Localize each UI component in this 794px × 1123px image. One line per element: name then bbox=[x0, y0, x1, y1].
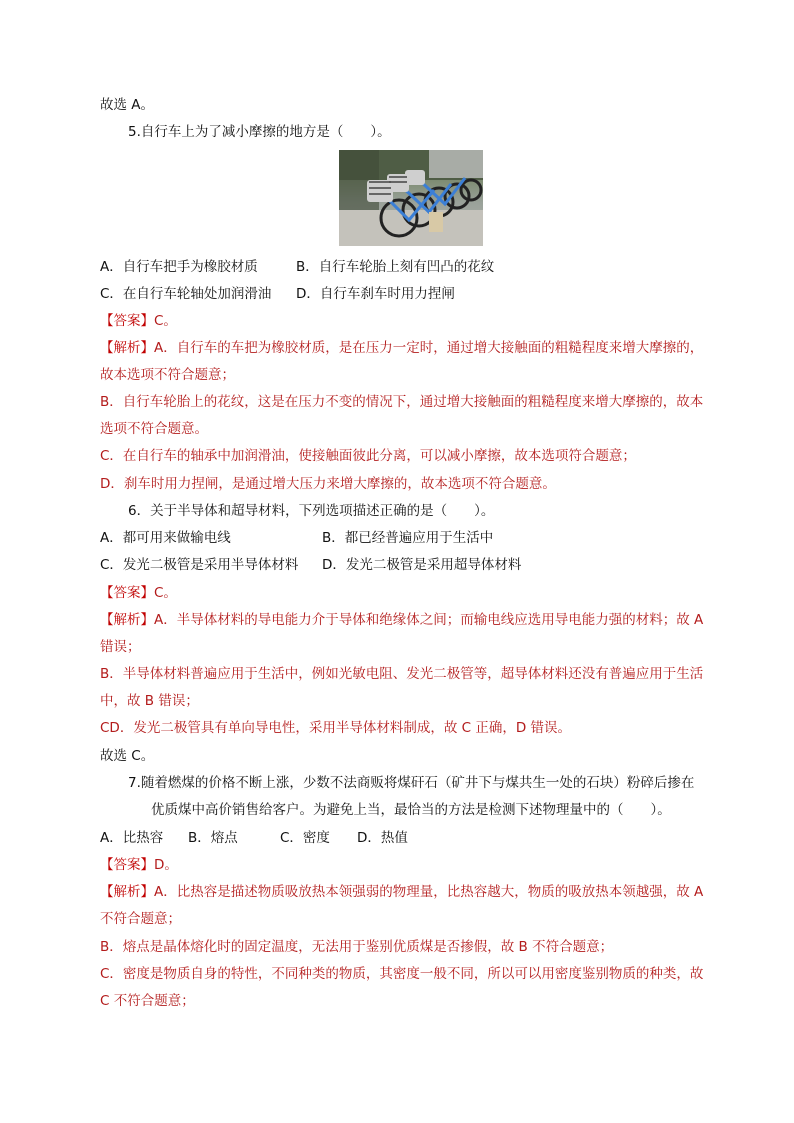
q6-option-c: C．发光二极管是采用半导体材料 bbox=[100, 557, 299, 573]
q7-explanation-5: C 不符合题意； bbox=[100, 993, 195, 1009]
q7-option-a: A．比热容 bbox=[100, 830, 164, 846]
q7-explanation-4: C．密度是物质自身的特性，不同种类的物质，其密度一般不同，所以可以用密度鉴别物质的种类，故 bbox=[100, 966, 704, 982]
q6-explanation-4: 中，故 B 错误； bbox=[100, 693, 199, 709]
q5-explanation-3: B．自行车轮胎上的花纹，这是在压力不变的情况下，通过增大接触面的粗糙程度来增大摩擦的，故本 bbox=[100, 394, 704, 410]
q6-option-a: A．都可用来做输电线 bbox=[100, 530, 231, 546]
q5-option-b: B．自行车轮胎上刻有凹凸的花纹 bbox=[296, 259, 495, 275]
q6-explanation-2: 错误； bbox=[100, 639, 141, 655]
q7-option-d: D．热值 bbox=[357, 830, 408, 846]
answer-value: C。 bbox=[154, 585, 177, 601]
answer-value: C。 bbox=[154, 313, 177, 329]
question-6: 6．关于半导体和超导材料，下列选项描述正确的是（ ）。 bbox=[128, 503, 495, 519]
q5-answer bbox=[100, 312, 177, 330]
q6-option-d: D．发光二极管是采用超导体材料 bbox=[322, 557, 522, 573]
question-7-line-2: 优质煤中高价销售给客户。为避免上当，最恰当的方法是检测下述物理量中的（ ）。 bbox=[151, 802, 671, 818]
explanation-text: A．自行车的车把为橡胶材质，是在压力一定时，通过增大接触面的粗糙程度来增大摩擦的， bbox=[154, 340, 704, 356]
q7-explanation-1 bbox=[100, 883, 703, 901]
q5-explanation-2: 故本选项不符合题意； bbox=[100, 367, 235, 383]
q7-explanation-3: B．熔点是晶体熔化时的固定温度，无法用于鉴别优质煤是否掺假，故 B 不符合题意； bbox=[100, 939, 614, 955]
q5-explanation-6: D．刹车时用力捏闸，是通过增大压力来增大摩擦的，故本选项不符合题意。 bbox=[100, 476, 556, 492]
answer-tag: 【答案】 bbox=[100, 857, 154, 873]
q5-option-c: C．在自行车轮轴处加润滑油 bbox=[100, 286, 272, 302]
q6-option-b: B．都已经普遍应用于生活中 bbox=[322, 530, 494, 546]
explanation-tag: 【解析】 bbox=[100, 612, 154, 628]
answer-tag: 【答案】 bbox=[100, 585, 154, 601]
explanation-text: A．半导体材料的导电能力介于导体和绝缘体之间；而输电线应选用导电能力强的材料；故 A bbox=[154, 612, 704, 628]
q5-option-a: A．自行车把手为橡胶材质 bbox=[100, 259, 258, 275]
q5-option-d: D．自行车刹车时用力捏闸 bbox=[296, 286, 455, 302]
conclusion-prev: 故选 A。 bbox=[100, 97, 155, 113]
bicycle-photo bbox=[339, 150, 483, 246]
q6-conclusion: 故选 C。 bbox=[100, 748, 155, 764]
q6-explanation-1 bbox=[100, 611, 703, 629]
q7-option-b: B．熔点 bbox=[188, 830, 238, 846]
q7-explanation-2: 不符合题意； bbox=[100, 911, 181, 927]
q5-explanation-5: C．在自行车的轴承中加润滑油，使接触面彼此分离，可以减小摩擦，故本选项符合题意； bbox=[100, 448, 636, 464]
question-5: 5.自行车上为了减小摩擦的地方是（ ）。 bbox=[128, 124, 391, 140]
answer-value: D。 bbox=[154, 857, 178, 873]
q6-explanation-5: CD．发光二极管具有单向导电性，采用半导体材料制成，故 C 正确，D 错误。 bbox=[100, 720, 572, 736]
explanation-tag: 【解析】 bbox=[100, 340, 154, 356]
answer-tag: 【答案】 bbox=[100, 313, 154, 329]
q6-explanation-3: B．半导体材料普遍应用于生活中，例如光敏电阻、发光二极管等，超导体材料还没有普遍应用于生活 bbox=[100, 666, 704, 682]
question-7-line-1: 7.随着燃煤的价格不断上涨，少数不法商贩将煤矸石（矿井下与煤共生一处的石块）粉碎后掺在 bbox=[128, 775, 695, 791]
q5-explanation-4: 选项不符合题意。 bbox=[100, 421, 208, 437]
q5-explanation-1 bbox=[100, 339, 703, 357]
q6-answer bbox=[100, 584, 177, 602]
explanation-tag: 【解析】 bbox=[100, 884, 154, 900]
q7-answer bbox=[100, 856, 178, 874]
explanation-text: A．比热容是描述物质吸放热本领强弱的物理量，比热容越大，物质的吸放热本领越强，故 A bbox=[154, 884, 704, 900]
q7-option-c: C．密度 bbox=[280, 830, 330, 846]
